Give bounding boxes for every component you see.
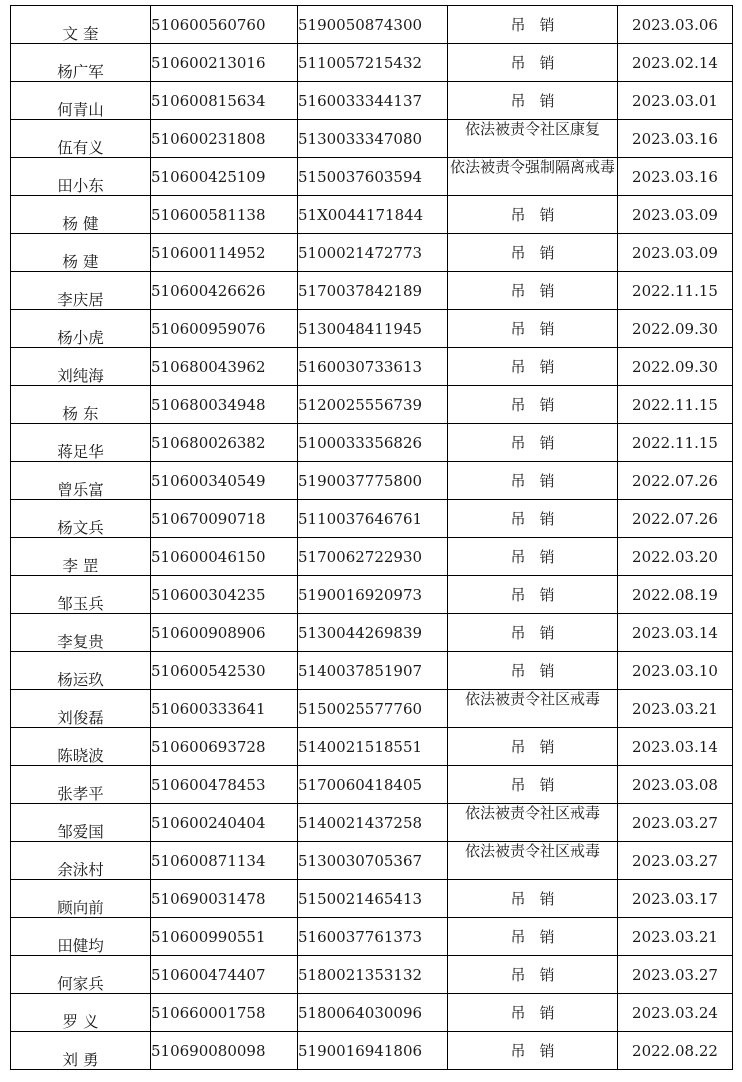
status-cell: 吊销 [448,956,618,994]
status-cell: 吊销 [448,234,618,272]
record-number-cell: 510600474407 [151,956,298,994]
person-name-cell: 罗 义 [11,994,151,1032]
person-name-cell: 邹爱国 [11,804,151,842]
status-cell: 依法被责令社区戒毒 [448,690,618,728]
date-cell: 2023.03.21 [618,918,733,956]
table-row [11,804,733,842]
person-name-cell: 何青山 [11,82,151,120]
person-name-cell: 陈晓波 [11,728,151,766]
table-row [11,120,733,158]
date-cell: 2023.03.08 [618,766,733,804]
license-number-cell: 5100033356826 [298,424,448,462]
record-number-cell: 510600340549 [151,462,298,500]
date-cell: 2023.02.14 [618,44,733,82]
table-row [11,614,733,652]
date-cell: 2022.03.20 [618,538,733,576]
date-cell: 2022.07.26 [618,500,733,538]
status-cell: 吊销 [448,82,618,120]
status-cell: 吊销 [448,6,618,44]
person-name-cell: 顾向前 [11,880,151,918]
record-table [10,5,733,1070]
record-number-cell: 510680034948 [151,386,298,424]
record-number-cell: 510600815634 [151,82,298,120]
record-number-cell: 510600240404 [151,804,298,842]
table-row [11,386,733,424]
status-cell: 吊销 [448,310,618,348]
person-name-cell: 余泳村 [11,842,151,880]
license-number-cell: 5180021353132 [298,956,448,994]
person-name-cell: 刘俊磊 [11,690,151,728]
table-row [11,994,733,1032]
license-number-cell: 5170060418405 [298,766,448,804]
record-number-cell: 510600425109 [151,158,298,196]
status-cell: 吊销 [448,196,618,234]
status-cell: 吊销 [448,500,618,538]
person-name-cell: 文 奎 [11,6,151,44]
table-row [11,576,733,614]
person-name-cell: 张孝平 [11,766,151,804]
person-name-cell: 蒋足华 [11,424,151,462]
table-row [11,158,733,196]
person-name-cell: 刘 勇 [11,1032,151,1070]
status-cell: 吊销 [448,652,618,690]
person-name-cell: 杨 建 [11,234,151,272]
person-name-cell: 杨运玖 [11,652,151,690]
person-name-cell: 何家兵 [11,956,151,994]
date-cell: 2023.03.06 [618,6,733,44]
license-number-cell: 5180064030096 [298,994,448,1032]
person-name-cell: 田健均 [11,918,151,956]
person-name-cell: 杨 健 [11,196,151,234]
person-name-cell: 杨文兵 [11,500,151,538]
date-cell: 2022.09.30 [618,348,733,386]
license-number-cell: 5190016941806 [298,1032,448,1070]
table-row [11,766,733,804]
record-number-cell: 510600478453 [151,766,298,804]
date-cell: 2023.03.17 [618,880,733,918]
license-number-cell: 5190037775800 [298,462,448,500]
status-cell: 吊销 [448,424,618,462]
date-cell: 2022.11.15 [618,386,733,424]
table-row [11,196,733,234]
date-cell: 2023.03.16 [618,120,733,158]
status-cell: 依法被责令强制隔离戒毒 [448,158,618,196]
date-cell: 2022.11.15 [618,424,733,462]
table-row [11,234,733,272]
status-cell: 吊销 [448,576,618,614]
record-number-cell: 510600304235 [151,576,298,614]
license-number-cell: 5160033344137 [298,82,448,120]
license-number-cell: 5140021437258 [298,804,448,842]
table-row [11,462,733,500]
date-cell: 2023.03.27 [618,956,733,994]
person-name-cell: 曾乐富 [11,462,151,500]
license-number-cell: 5150037603594 [298,158,448,196]
table-row [11,424,733,462]
table-row [11,272,733,310]
date-cell: 2023.03.09 [618,196,733,234]
person-name-cell: 李复贵 [11,614,151,652]
person-name-cell: 刘纯海 [11,348,151,386]
table-row [11,956,733,994]
date-cell: 2022.09.30 [618,310,733,348]
status-cell: 吊销 [448,272,618,310]
person-name-cell: 杨广军 [11,44,151,82]
license-number-cell: 5120025556739 [298,386,448,424]
license-number-cell: 5100021472773 [298,234,448,272]
record-number-cell: 510600693728 [151,728,298,766]
table-row [11,918,733,956]
date-cell: 2023.03.09 [618,234,733,272]
record-number-cell: 510600871134 [151,842,298,880]
record-number-cell: 510600231808 [151,120,298,158]
status-cell: 吊销 [448,728,618,766]
person-name-cell: 田小东 [11,158,151,196]
record-number-cell: 510600114952 [151,234,298,272]
status-cell: 吊销 [448,880,618,918]
table-row [11,842,733,880]
record-number-cell: 510600581138 [151,196,298,234]
person-name-cell: 李 罡 [11,538,151,576]
license-number-cell: 5190050874300 [298,6,448,44]
date-cell: 2023.03.01 [618,82,733,120]
record-number-cell: 510600046150 [151,538,298,576]
record-number-cell: 510600959076 [151,310,298,348]
record-table-body [11,6,733,1070]
record-number-cell: 510670090718 [151,500,298,538]
date-cell: 2023.03.21 [618,690,733,728]
record-number-cell: 510600560760 [151,6,298,44]
license-number-cell: 5150021465413 [298,880,448,918]
date-cell: 2023.03.16 [618,158,733,196]
license-number-cell: 5140021518551 [298,728,448,766]
table-row [11,348,733,386]
date-cell: 2023.03.27 [618,804,733,842]
status-cell: 吊销 [448,918,618,956]
license-number-cell: 5170037842189 [298,272,448,310]
status-cell: 吊销 [448,614,618,652]
table-row [11,310,733,348]
date-cell: 2022.07.26 [618,462,733,500]
status-cell: 依法被责令社区戒毒 [448,842,618,880]
license-number-cell: 51X0044171844 [298,196,448,234]
license-number-cell: 5170062722930 [298,538,448,576]
record-number-cell: 510690080098 [151,1032,298,1070]
table-row [11,6,733,44]
person-name-cell: 杨 东 [11,386,151,424]
license-number-cell: 5130033347080 [298,120,448,158]
record-number-cell: 510680026382 [151,424,298,462]
date-cell: 2023.03.24 [618,994,733,1032]
status-cell: 吊销 [448,44,618,82]
table-row [11,652,733,690]
status-cell: 依法被责令社区戒毒 [448,804,618,842]
record-number-cell: 510660001758 [151,994,298,1032]
status-cell: 吊销 [448,348,618,386]
table-row [11,880,733,918]
record-number-cell: 510600542530 [151,652,298,690]
record-number-cell: 510600213016 [151,44,298,82]
license-number-cell: 5110057215432 [298,44,448,82]
record-number-cell: 510600908906 [151,614,298,652]
table-row [11,728,733,766]
status-cell: 吊销 [448,766,618,804]
status-cell: 吊销 [448,994,618,1032]
record-number-cell: 510680043962 [151,348,298,386]
record-number-cell: 510600333641 [151,690,298,728]
license-number-cell: 5130048411945 [298,310,448,348]
license-number-cell: 5160037761373 [298,918,448,956]
table-row [11,690,733,728]
person-name-cell: 杨小虎 [11,310,151,348]
date-cell: 2023.03.10 [618,652,733,690]
record-number-cell: 510690031478 [151,880,298,918]
record-number-cell: 510600990551 [151,918,298,956]
status-cell: 吊销 [448,538,618,576]
record-number-cell: 510600426626 [151,272,298,310]
status-cell: 依法被责令社区康复 [448,120,618,158]
license-number-cell: 5130044269839 [298,614,448,652]
license-number-cell: 5190016920973 [298,576,448,614]
date-cell: 2023.03.14 [618,614,733,652]
person-name-cell: 李庆居 [11,272,151,310]
table-row [11,44,733,82]
table-row [11,1032,733,1070]
person-name-cell: 伍有义 [11,120,151,158]
date-cell: 2022.11.15 [618,272,733,310]
license-number-cell: 5140037851907 [298,652,448,690]
table-row [11,500,733,538]
table-row [11,538,733,576]
license-number-cell: 5110037646761 [298,500,448,538]
date-cell: 2022.08.22 [618,1032,733,1070]
status-cell: 吊销 [448,1032,618,1070]
date-cell: 2022.08.19 [618,576,733,614]
status-cell: 吊销 [448,462,618,500]
table-row [11,82,733,120]
license-number-cell: 5150025577760 [298,690,448,728]
date-cell: 2023.03.14 [618,728,733,766]
license-number-cell: 5160030733613 [298,348,448,386]
status-cell: 吊销 [448,386,618,424]
person-name-cell: 邹玉兵 [11,576,151,614]
license-number-cell: 5130030705367 [298,842,448,880]
date-cell: 2023.03.27 [618,842,733,880]
